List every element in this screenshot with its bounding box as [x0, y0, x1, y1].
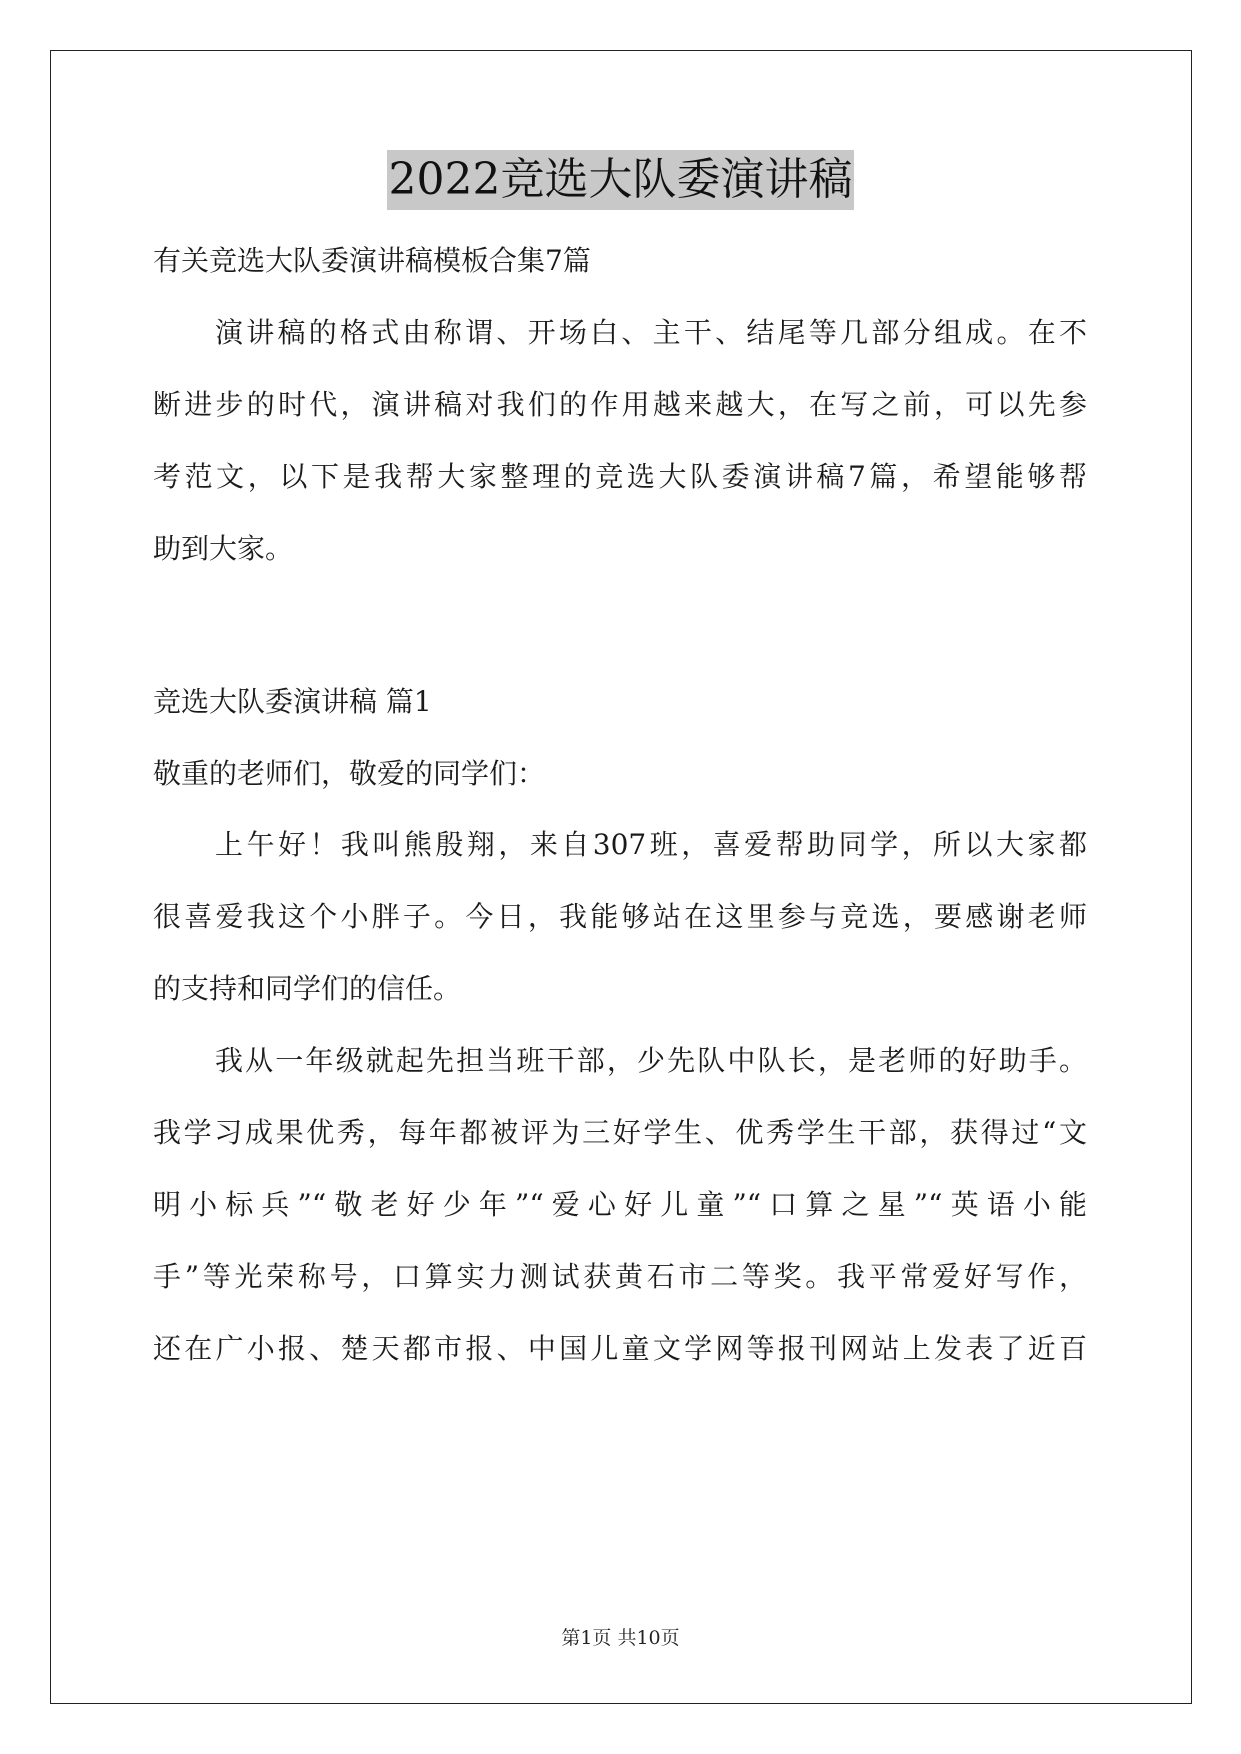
document-subtitle: 有关竞选大队委演讲稿模板合集7篇 — [153, 244, 591, 277]
para2-line-5: 还在广小报、楚天都市报、中国儿童文学网等报刊网站上发表了近百 — [153, 1332, 1087, 1365]
para1-line-3: 的支持和同学们的信任。 — [153, 972, 462, 1005]
intro-line-2: 断进步的时代，演讲稿对我们的作用越来越大，在写之前，可以先参 — [153, 388, 1087, 421]
page-number-footer: 第1页 共10页 — [561, 1627, 680, 1649]
para2-line-4: 手”等光荣称号，口算实力测试获黄石市二等奖。我平常爱好写作， — [153, 1260, 1087, 1293]
section-heading: 竞选大队委演讲稿 篇1 — [153, 685, 432, 718]
intro-line-4: 助到大家。 — [153, 532, 294, 565]
intro-line-3: 考范文，以下是我帮大家整理的竞选大队委演讲稿7篇，希望能够帮 — [153, 460, 1087, 493]
title-container — [0, 150, 1241, 210]
para1-line-2: 很喜爱我这个小胖子。今日，我能够站在这里参与竞选，要感谢老师 — [153, 900, 1087, 933]
para1-line-1: 上午好！我叫熊殷翔，来自307班，喜爱帮助同学，所以大家都 — [215, 828, 1087, 861]
para2-line-1: 我从一年级就起先担当班干部，少先队中队长，是老师的好助手。 — [215, 1044, 1087, 1077]
page-border — [50, 50, 1192, 1704]
para2-line-2: 我学习成果优秀，每年都被评为三好学生、优秀学生干部，获得过“文 — [153, 1116, 1087, 1149]
document-title: 2022竞选大队委演讲稿 — [387, 150, 855, 210]
para2-line-3: 明小标兵”“敬老好少年”“爱心好儿童”“口算之星”“英语小能 — [153, 1188, 1087, 1221]
salutation: 敬重的老师们，敬爱的同学们： — [153, 757, 546, 790]
intro-line-1: 演讲稿的格式由称谓、开场白、主干、结尾等几部分组成。在不 — [215, 316, 1087, 349]
